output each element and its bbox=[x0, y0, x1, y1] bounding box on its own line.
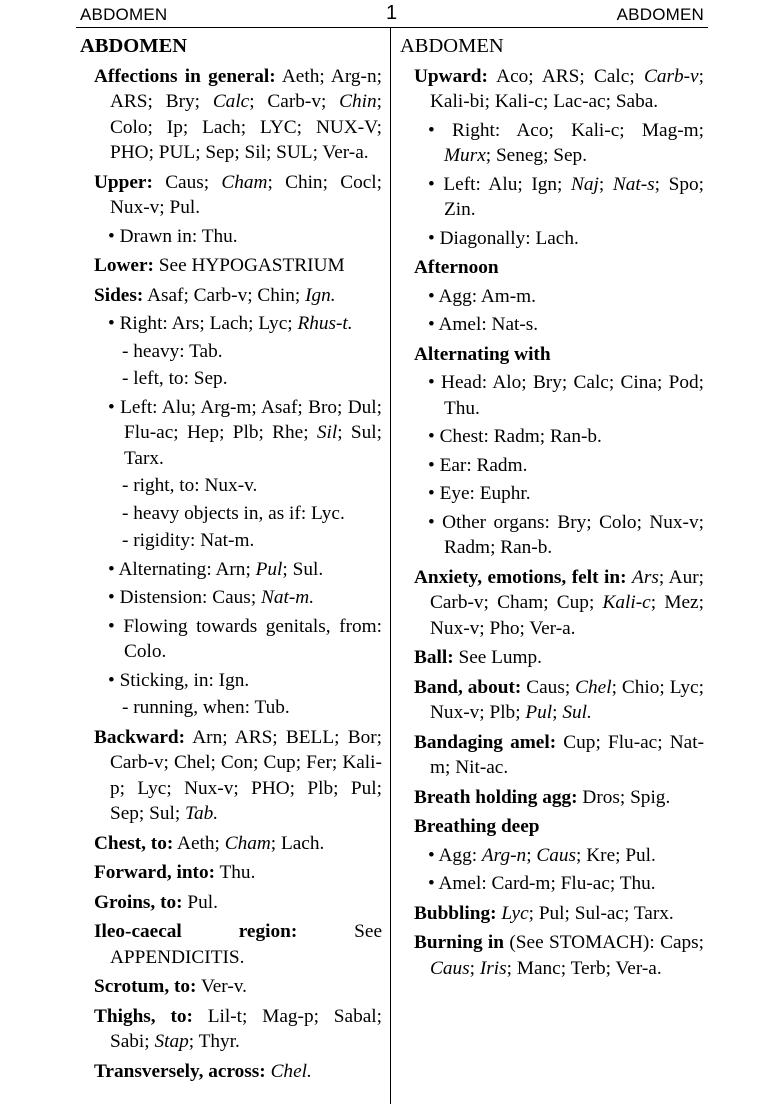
remedy: Flu-ac bbox=[607, 731, 658, 753]
rubric-heading: • Right: bbox=[108, 313, 168, 334]
remedy: Euphr. bbox=[479, 483, 531, 504]
rubric-entry: Bubbling: Lyc; Pul; Sul-ac; Tarx. bbox=[414, 902, 674, 924]
page-number: 1 bbox=[386, 2, 398, 24]
remedy: Am-m. bbox=[480, 285, 537, 307]
rubric-entry bbox=[78, 473, 382, 499]
remedy: Lach. bbox=[280, 832, 325, 854]
remedy: Aco bbox=[496, 65, 529, 87]
remedy: Con bbox=[220, 752, 254, 773]
rubric-heading: • Flowing towards genitals, from: bbox=[108, 615, 382, 637]
remedy: Carb-v bbox=[430, 592, 484, 613]
rubric-entry bbox=[398, 284, 704, 310]
remedy: Fer bbox=[306, 752, 332, 773]
running-head-right: ABDOMEN bbox=[616, 5, 704, 24]
rubric-entry bbox=[78, 253, 382, 279]
remedy: Pul bbox=[538, 902, 565, 924]
rubric-heading: Groins, to: bbox=[94, 891, 183, 913]
rubric-heading: • Distension: bbox=[108, 587, 208, 608]
rubric-entry: Band, about: Caus; Chel; Chio; Lyc; Nux-v; Plb; Pul; Sul. bbox=[414, 676, 704, 723]
rubric-entry: • Right: Aco; Kali-c; Mag-m; Murx; Seneg; Sep. bbox=[428, 119, 704, 166]
remedy: Aur bbox=[668, 566, 699, 588]
remedy: Seneg bbox=[495, 145, 544, 166]
remedy: LYC bbox=[260, 116, 297, 138]
rubric-entry: • Other organs: Bry; Colo; Nux-v; Radm; Ran-b. bbox=[428, 511, 704, 558]
rubric-entry bbox=[78, 695, 382, 721]
remedy: Ign bbox=[531, 173, 558, 195]
remedy: Pul. bbox=[187, 891, 218, 913]
remedy: Colo. bbox=[124, 641, 167, 662]
remedy: Caps bbox=[660, 932, 699, 953]
remedy: Sep bbox=[110, 803, 139, 824]
remedy: Rhe bbox=[272, 422, 304, 443]
rubric-heading: Scrotum, to: bbox=[94, 976, 197, 997]
remedy: Kali-c bbox=[571, 119, 620, 141]
remedy: Tub. bbox=[254, 697, 290, 718]
remedy: Lach. bbox=[535, 227, 579, 249]
rubric-heading: Burning in bbox=[414, 932, 505, 953]
remedy: Lach bbox=[209, 313, 249, 334]
remedy: Caus bbox=[526, 676, 565, 698]
rubric-heading: • Alternating: bbox=[108, 558, 212, 580]
remedy: PHO bbox=[251, 777, 290, 799]
rubric-heading: Ileo-caecal region: bbox=[94, 921, 298, 942]
rubric-entry: Backward: Arn; ARS; BELL; Bor; Carb-v; Chel; Con; Cup; Fer; Kali-p; Lyc; Nux-v; PHO; Plb; Pul; Sep; Sul; Tab. bbox=[94, 726, 382, 824]
remedy: Ver-a. bbox=[529, 617, 576, 639]
remedy: Ver-a. bbox=[322, 142, 369, 163]
rubric-heading: Backward: bbox=[94, 726, 186, 748]
remedy: Pul. bbox=[169, 197, 201, 218]
section-title: ABDOMEN bbox=[80, 35, 188, 57]
remedy: PUL bbox=[158, 142, 196, 163]
remedy: Arn bbox=[215, 558, 246, 580]
remedy: Cham bbox=[221, 171, 268, 193]
rubric-entry bbox=[398, 226, 704, 252]
remedy: Sep. bbox=[193, 368, 228, 389]
rubric-entry bbox=[398, 814, 704, 840]
rubric-heading: • Left: bbox=[428, 173, 481, 195]
remedy: Sul bbox=[149, 803, 175, 824]
rubric-entry: • Right: Ars; Lach; Lyc; Rhus-t. bbox=[108, 313, 353, 334]
rubric-heading: Band, about: bbox=[414, 676, 522, 698]
rubric-entry: Burning in (See STOMACH): Caps; Caus; Iris; Manc; Terb; Ver-a. bbox=[414, 932, 704, 979]
remedy: Cocl bbox=[340, 171, 377, 193]
remedy: SUL bbox=[276, 142, 313, 163]
remedy: Bry bbox=[557, 511, 587, 533]
remedy: Caus bbox=[536, 844, 577, 866]
remedy: Sul. bbox=[562, 702, 592, 723]
rubric-entry: • Head: Alo; Bry; Calc; Cina; Pod; Thu. bbox=[428, 372, 705, 419]
rubric-entry bbox=[78, 501, 382, 527]
rubric-note: (See STOMACH): bbox=[509, 932, 655, 953]
rubric-entry bbox=[78, 224, 382, 250]
remedy: Calc bbox=[594, 65, 630, 87]
remedy: Chel. bbox=[270, 1060, 312, 1082]
rubric-heading: Ball: bbox=[414, 647, 454, 668]
remedy: Thyr. bbox=[198, 1031, 240, 1052]
remedy: BELL bbox=[285, 726, 335, 748]
rubric-entry: Upward: Aco; ARS; Calc; Carb-v; Kali-bi; Kali-c; Lac-ac; Saba. bbox=[414, 65, 704, 112]
rubric-entry: Thighs, to: Lil-t; Mag-p; Sabal; Sabi; Stap; Thyr. bbox=[94, 1005, 382, 1052]
remedy: Chio bbox=[621, 676, 660, 698]
remedy: Spig. bbox=[630, 786, 671, 808]
remedy: Iris bbox=[479, 957, 507, 979]
rubric-entry bbox=[78, 919, 382, 970]
running-head-left: ABDOMEN bbox=[80, 5, 168, 24]
remedy: Carb-v bbox=[193, 284, 248, 306]
remedy: Zin. bbox=[444, 199, 476, 220]
remedy: Ign. bbox=[218, 669, 250, 691]
remedy: Pul. bbox=[625, 844, 656, 866]
rubric-entry bbox=[78, 974, 382, 1000]
remedy: Mez bbox=[664, 592, 699, 613]
remedy: Cham bbox=[497, 592, 544, 613]
remedy: Pod bbox=[668, 372, 699, 393]
rubric-heading: Bubbling: bbox=[414, 902, 497, 924]
rubric-heading: • Chest: bbox=[428, 426, 489, 447]
remedy: Plb bbox=[232, 422, 259, 443]
remedy: Lyc bbox=[258, 313, 288, 334]
remedy: Cham bbox=[224, 832, 271, 854]
remedy: Ars bbox=[171, 313, 200, 334]
rubric-heading: • Ear: bbox=[428, 454, 472, 476]
remedy: Alu bbox=[488, 173, 518, 195]
rubric-heading: Sides: bbox=[94, 284, 144, 306]
remedy: Arn bbox=[192, 726, 223, 748]
remedy: Arg-m bbox=[200, 396, 252, 418]
rubric-heading: Transversely, across: bbox=[94, 1060, 266, 1082]
remedy: Dros bbox=[582, 786, 620, 808]
remedy: Sil bbox=[316, 422, 338, 443]
rubric-heading: • Sticking, in: bbox=[108, 669, 214, 691]
remedy: Sabi bbox=[110, 1031, 145, 1052]
remedy: Nat-m bbox=[430, 731, 705, 778]
remedy: Colo bbox=[110, 116, 148, 138]
remedy: Asaf bbox=[261, 396, 298, 418]
remedy: Tarx. bbox=[633, 902, 674, 924]
rubric-heading: • Agg: bbox=[428, 844, 478, 866]
header-rule bbox=[76, 27, 708, 28]
remedy: Bry bbox=[165, 91, 195, 112]
rubric-entry: Anxiety, emotions, felt in: Ars; Aur; Carb-v; Cham; Cup; Kali-c; Mez; Nux-v; Pho; Ver-a. bbox=[414, 566, 705, 639]
rubric-entry bbox=[78, 528, 382, 554]
remedy: Aeth bbox=[281, 65, 320, 87]
remedy: Ign. bbox=[305, 284, 336, 306]
remedy: Lil-t bbox=[207, 1005, 243, 1027]
remedy: NUX-V bbox=[315, 116, 377, 138]
remedy: Carb-v bbox=[267, 91, 321, 112]
remedy: Thu. bbox=[201, 225, 238, 247]
rubric-heading: Alternating with bbox=[414, 343, 551, 365]
remedy: Kre bbox=[586, 844, 616, 866]
rubric-entry: • Alternating: Arn; Pul; Sul. bbox=[108, 558, 324, 580]
remedy: Nit-ac. bbox=[455, 757, 509, 778]
rubric-heading: - heavy objects in, as if: bbox=[122, 502, 307, 524]
remedy: Ver-a. bbox=[615, 957, 662, 979]
remedy: Sabal bbox=[333, 1005, 377, 1027]
remedy: Nat-m. bbox=[200, 530, 255, 551]
rubric-heading: - running, when: bbox=[122, 697, 250, 718]
rubric-heading: Anxiety, emotions, felt in: bbox=[414, 566, 627, 588]
rubric-entry bbox=[78, 668, 382, 694]
remedy: Plb bbox=[489, 702, 516, 723]
cross-reference: See Lump. bbox=[458, 647, 543, 668]
remedy: Bor bbox=[347, 726, 377, 748]
remedy: Nux-v. bbox=[204, 475, 258, 496]
cross-reference: See APPENDICITIS. bbox=[110, 921, 382, 968]
rubric-heading: Affections in general: bbox=[94, 65, 276, 87]
remedy: Thu. bbox=[619, 873, 656, 894]
remedy: Ran-b. bbox=[549, 426, 602, 447]
rubric-entry: Chest, to: Aeth; Cham; Lach. bbox=[94, 832, 325, 854]
section-title: ABDOMEN bbox=[400, 35, 504, 57]
rubric-entry: Affections in general: Aeth; Arg-n; ARS; Bry; Calc; Carb-v; Chin; Colo; Ip; Lach; LYC; NUX-V; PHO; PUL; Sep; Sil; SUL; Ver-a. bbox=[94, 65, 383, 163]
left-column bbox=[78, 34, 382, 1084]
remedy: Sul bbox=[350, 422, 377, 443]
remedy: Pul bbox=[350, 777, 377, 799]
rubric-heading: Breath holding agg: bbox=[414, 786, 578, 808]
remedy: Pul bbox=[525, 702, 553, 723]
remedy: Tab. bbox=[185, 803, 219, 824]
right-column bbox=[398, 34, 704, 981]
remedy: Flu-ac bbox=[124, 422, 174, 443]
remedy: Calc bbox=[212, 91, 250, 112]
remedy: Chel bbox=[174, 752, 211, 773]
remedy: ARS bbox=[234, 726, 273, 748]
rubric-heading: - rigidity: bbox=[122, 530, 196, 551]
remedy: Kali-bi bbox=[430, 91, 485, 112]
remedy: Colo bbox=[599, 511, 637, 533]
remedy: Nat-s. bbox=[491, 314, 539, 335]
remedy: Calc bbox=[573, 372, 609, 393]
rubric-heading: - heavy: bbox=[122, 340, 185, 362]
remedy: Kali-c bbox=[602, 592, 651, 613]
rubric-entry bbox=[78, 1059, 382, 1085]
remedy: Cup bbox=[556, 592, 589, 613]
remedy: Radm. bbox=[476, 454, 528, 476]
remedy: Nat-m. bbox=[261, 587, 315, 608]
rubric-heading: Thighs, to: bbox=[94, 1005, 193, 1027]
remedy: Chel bbox=[575, 676, 612, 698]
remedy: Chin bbox=[257, 284, 295, 306]
rubric-entry bbox=[398, 255, 704, 281]
remedy: Carb-v bbox=[110, 752, 164, 773]
remedy: Sul. bbox=[292, 558, 324, 580]
remedy: Cup bbox=[263, 752, 296, 773]
column-divider bbox=[390, 28, 391, 1104]
rubric-heading: Forward, into: bbox=[94, 862, 216, 883]
remedy: Cina bbox=[620, 372, 657, 393]
remedy: Caus bbox=[165, 171, 204, 193]
rubric-entry bbox=[398, 645, 704, 671]
remedy: Lach bbox=[202, 116, 241, 138]
rubric-heading: Breathing deep bbox=[414, 816, 540, 837]
rubric-entry: Breath holding agg: Dros; Spig. bbox=[414, 786, 671, 808]
rubric-entry: • Agg: Arg-n; Caus; Kre; Pul. bbox=[428, 844, 656, 866]
rubric-entry: • Chest: Radm; Ran-b. bbox=[428, 426, 602, 447]
remedy: Saba. bbox=[615, 91, 659, 112]
remedy: Mag-m bbox=[641, 119, 699, 141]
rubric-entry bbox=[398, 481, 704, 507]
remedy: Nux-v bbox=[649, 511, 699, 533]
remedy: Arg-n bbox=[481, 844, 527, 866]
remedy: Radm bbox=[444, 537, 491, 558]
remedy: Ran-b. bbox=[500, 537, 553, 558]
remedy: Naj bbox=[571, 173, 599, 195]
remedy: Sil bbox=[244, 142, 266, 163]
remedy: Alu bbox=[161, 396, 191, 418]
remedy: Kali-c bbox=[494, 91, 543, 112]
rubric-heading: - left, to: bbox=[122, 368, 189, 389]
rubric-entry: • Amel: Card-m; Flu-ac; Thu. bbox=[428, 873, 656, 894]
remedy: Hep bbox=[186, 422, 220, 443]
rubric-entry bbox=[398, 453, 704, 479]
remedy: Lyc bbox=[501, 902, 529, 924]
remedy: Kali-p bbox=[110, 752, 382, 799]
remedy: Nux-v bbox=[430, 702, 480, 723]
rubric-entry: • Distension: Caus; Nat-m. bbox=[108, 587, 315, 608]
remedy: Sul-ac bbox=[574, 902, 624, 924]
rubric-entry: Bandaging amel: Cup; Flu-ac; Nat-m; Nit-ac. bbox=[414, 731, 705, 778]
remedy: Sep. bbox=[553, 145, 588, 166]
remedy: Sep bbox=[205, 142, 235, 163]
remedy: Caus bbox=[430, 957, 470, 979]
remedy: Nux-v bbox=[430, 617, 480, 639]
rubric-heading: Afternoon bbox=[414, 257, 499, 278]
remedy: Lyc bbox=[669, 676, 699, 698]
remedy: Chin bbox=[339, 91, 377, 112]
rubric-entry bbox=[78, 890, 382, 916]
remedy: Rhus-t. bbox=[297, 313, 353, 334]
rubric-entry bbox=[78, 366, 382, 392]
rubric-entry bbox=[78, 860, 382, 886]
rubric-heading: • Eye: bbox=[428, 483, 475, 504]
rubric-heading: • Diagonally: bbox=[428, 227, 531, 249]
rubric-heading: Bandaging amel: bbox=[414, 731, 557, 753]
remedy: ARS bbox=[110, 91, 148, 112]
rubric-entry: Sides: Asaf; Carb-v; Chin; Ign. bbox=[94, 284, 336, 306]
remedy: Ip bbox=[166, 116, 183, 138]
rubric-heading: Upward: bbox=[414, 65, 488, 87]
remedy: Lyc. bbox=[311, 502, 345, 524]
rubric-heading: - right, to: bbox=[122, 475, 200, 496]
remedy: Nat-s bbox=[612, 173, 655, 195]
remedy: Lac-ac bbox=[553, 91, 606, 112]
rubric-heading: • Drawn in: bbox=[108, 225, 198, 247]
remedy: Terb bbox=[570, 957, 606, 979]
remedy: Pul bbox=[255, 558, 283, 580]
rubric-heading: Chest, to: bbox=[94, 832, 174, 854]
rubric-heading: • Right: bbox=[428, 119, 501, 141]
remedy: Chin bbox=[285, 171, 323, 193]
remedy: Bro bbox=[308, 396, 338, 418]
rubric-heading: • Left: bbox=[108, 396, 158, 418]
rubric-heading: • Agg: bbox=[428, 285, 478, 307]
rubric-heading: • Amel: bbox=[428, 873, 487, 894]
rubric-entry: Upper: Caus; Cham; Chin; Cocl; Nux-v; Pul. bbox=[94, 171, 382, 218]
remedy: Aeth bbox=[177, 832, 215, 854]
rubric-entry: • Left: Alu; Ign; Naj; Nat-s; Spo; Zin. bbox=[428, 173, 704, 220]
remedy: Manc bbox=[516, 957, 561, 979]
remedy: PHO bbox=[110, 142, 149, 163]
remedy: Radm bbox=[493, 426, 540, 447]
remedy: Tab. bbox=[189, 340, 223, 362]
remedy: Stap bbox=[154, 1031, 189, 1052]
remedy: Cup bbox=[563, 731, 596, 753]
rubric-heading: • Other organs: bbox=[428, 511, 550, 533]
remedy: Thu. bbox=[219, 862, 256, 883]
remedy: Arg-n bbox=[330, 65, 377, 87]
remedy: Ars bbox=[632, 566, 659, 588]
remedy: Aco bbox=[516, 119, 549, 141]
rubric-heading: Lower: bbox=[94, 255, 154, 276]
remedy: Thu. bbox=[444, 397, 480, 419]
remedy: Pho bbox=[489, 617, 520, 639]
remedy: Mag-p bbox=[262, 1005, 314, 1027]
remedy: ARS bbox=[541, 65, 580, 87]
remedy: Bry bbox=[532, 372, 562, 393]
rubric-entry bbox=[398, 342, 704, 368]
rubric-entry bbox=[78, 614, 382, 665]
remedy: Spo bbox=[668, 173, 699, 195]
remedy: Asaf bbox=[147, 284, 184, 306]
remedy: Plb bbox=[307, 777, 334, 799]
remedy: Lyc bbox=[137, 777, 167, 799]
rubric-heading: • Amel: bbox=[428, 314, 487, 335]
rubric-entry bbox=[398, 312, 704, 338]
rubric-heading: • Head: bbox=[428, 372, 488, 393]
remedy: Ver-v. bbox=[200, 976, 247, 997]
remedy: Flu-ac bbox=[560, 873, 610, 894]
remedy: Nux-v bbox=[110, 197, 160, 218]
rubric-entry bbox=[78, 339, 382, 365]
remedy: Murx bbox=[444, 145, 486, 166]
rubric-heading: Upper: bbox=[94, 171, 153, 193]
remedy: Alo bbox=[492, 372, 522, 393]
rubric-entry: • Left: Alu; Arg-m; Asaf; Bro; Dul; Flu-ac; Hep; Plb; Rhe; Sil; Sul; Tarx. bbox=[108, 396, 382, 469]
remedy: Card-m bbox=[491, 873, 551, 894]
remedy: Nux-v bbox=[184, 777, 234, 799]
remedy: Carb-v bbox=[643, 65, 699, 87]
cross-reference: See HYPOGASTRIUM bbox=[158, 255, 345, 276]
remedy: Tarx. bbox=[124, 447, 164, 469]
remedy: Caus bbox=[212, 587, 251, 608]
remedy: Dul bbox=[347, 396, 377, 418]
